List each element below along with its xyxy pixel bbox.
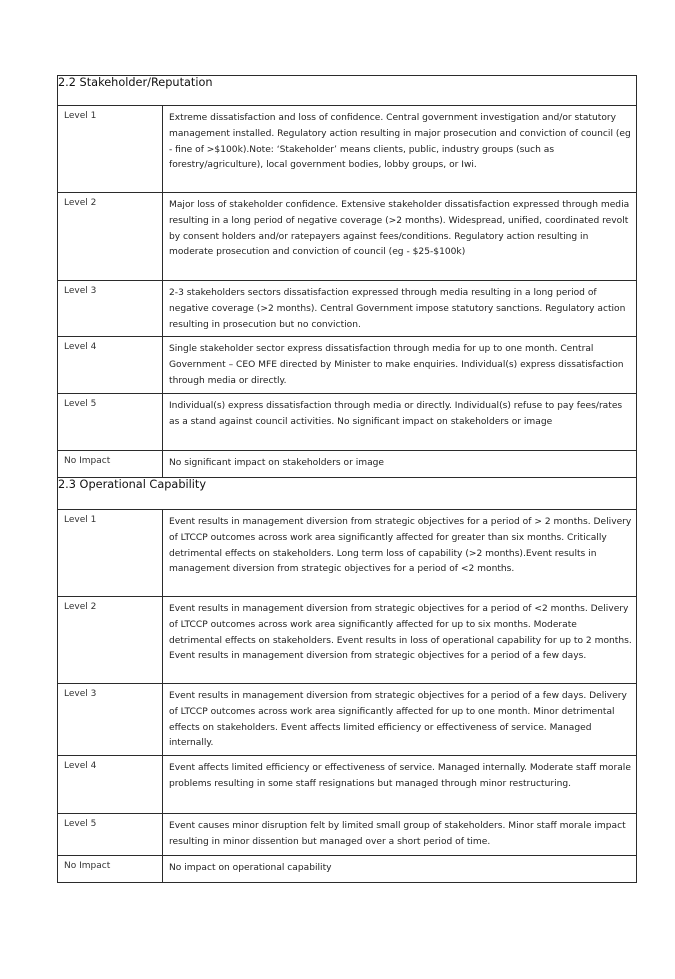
level-description: No significant impact on stakeholders or image [163,451,637,478]
table-row [58,684,637,756]
table-row [58,281,637,337]
level-description: 2-3 stakeholders sectors dissatisfaction expressed through media resulting in a long period of negative coverage (>2 months). Central Government impose statutory sanctions. Regulatory action resulting in prosecution but no conviction. [163,281,637,337]
table-row [58,193,637,281]
level-description: Major loss of stakeholder confidence. Extensive stakeholder dissatisfaction expressed through media resulting in a long period of negative coverage (>2 months). Widespread, unified, coordinated revolt by consent holders and/or ratepayers against fees/conditions. Regulatory action resulting in moderate prosecution and conviction of council (eg - $25-$100k) [163,193,637,281]
level-description: Individual(s) express dissatisfaction through media or directly. Individual(s) refuse to pay fees/rates as a stand against council activities. No significant impact on stakeholders or image [163,394,637,451]
level-description: Single stakeholder sector express dissatisfaction through media for up to one month. Central Government – CEO MFE directed by Minister to make enquiries. Individual(s) express dissatisfaction through media or directly. [163,337,637,394]
level-label: Level 5 [58,394,163,451]
level-description: Event affects limited efficiency or effectiveness of service. Managed internally. Moderate staff morale problems resulting in some staff resignations but managed through minor restructuring. [163,756,637,814]
level-label: No Impact [58,451,163,478]
level-label: No Impact [58,856,163,883]
section-header-row [58,76,637,106]
level-label: Level 4 [58,756,163,814]
section-title: 2.2 Stakeholder/Reputation [58,76,637,106]
section-title: 2.3 Operational Capability [58,478,637,510]
table-row [58,856,637,883]
level-label: Level 1 [58,106,163,193]
level-label: Level 2 [58,193,163,281]
table-row [58,597,637,684]
level-description: No impact on operational capability [163,856,637,883]
table-row [58,106,637,193]
level-label: Level 3 [58,684,163,756]
level-label: Level 3 [58,281,163,337]
level-description: Event results in management diversion from strategic objectives for a period of > 2 months. Delivery of LTCCP outcomes across work area significantly affected for greater than six months. Critically detrimental effects on stakeholders. Long term loss of capability (>2 months).Event results in management diversion from strategic objectives for a period of <2 months. [163,510,637,597]
section-header-row [58,478,637,510]
table-row [58,814,637,856]
level-label: Level 2 [58,597,163,684]
table-row [58,394,637,451]
level-description: Event results in management diversion from strategic objectives for a period of <2 months. Delivery of LTCCP outcomes across work area significantly affected for up to six months. Moderate detrimental effects on stakeholders. Event results in loss of operational capability for up to 2 months. Event results in management diversion from strategic objectives for a period of a few days. [163,597,637,684]
document-page [57,75,636,883]
level-label: Level 4 [58,337,163,394]
level-label: Level 1 [58,510,163,597]
table-row [58,510,637,597]
table-row [58,451,637,478]
table-row [58,756,637,814]
level-description: Extreme dissatisfaction and loss of confidence. Central government investigation and/or statutory management installed. Regulatory action resulting in major prosecution and conviction of council (eg - fine of >$100k).Note: ‘Stakeholder’ means clients, public, industry groups (such as forestry/agriculture), local government bodies, lobby groups, or Iwi. [163,106,637,193]
table-row [58,337,637,394]
risk-consequence-table [57,75,637,883]
level-description: Event results in management diversion from strategic objectives for a period of a few days. Delivery of LTCCP outcomes across work area significantly affected for up to one month. Minor detrimental effects on stakeholders. Event affects limited efficiency or effectiveness of service. Managed internally. [163,684,637,756]
level-description: Event causes minor disruption felt by limited small group of stakeholders. Minor staff morale impact resulting in minor dissention but managed over a short period of time. [163,814,637,856]
level-label: Level 5 [58,814,163,856]
